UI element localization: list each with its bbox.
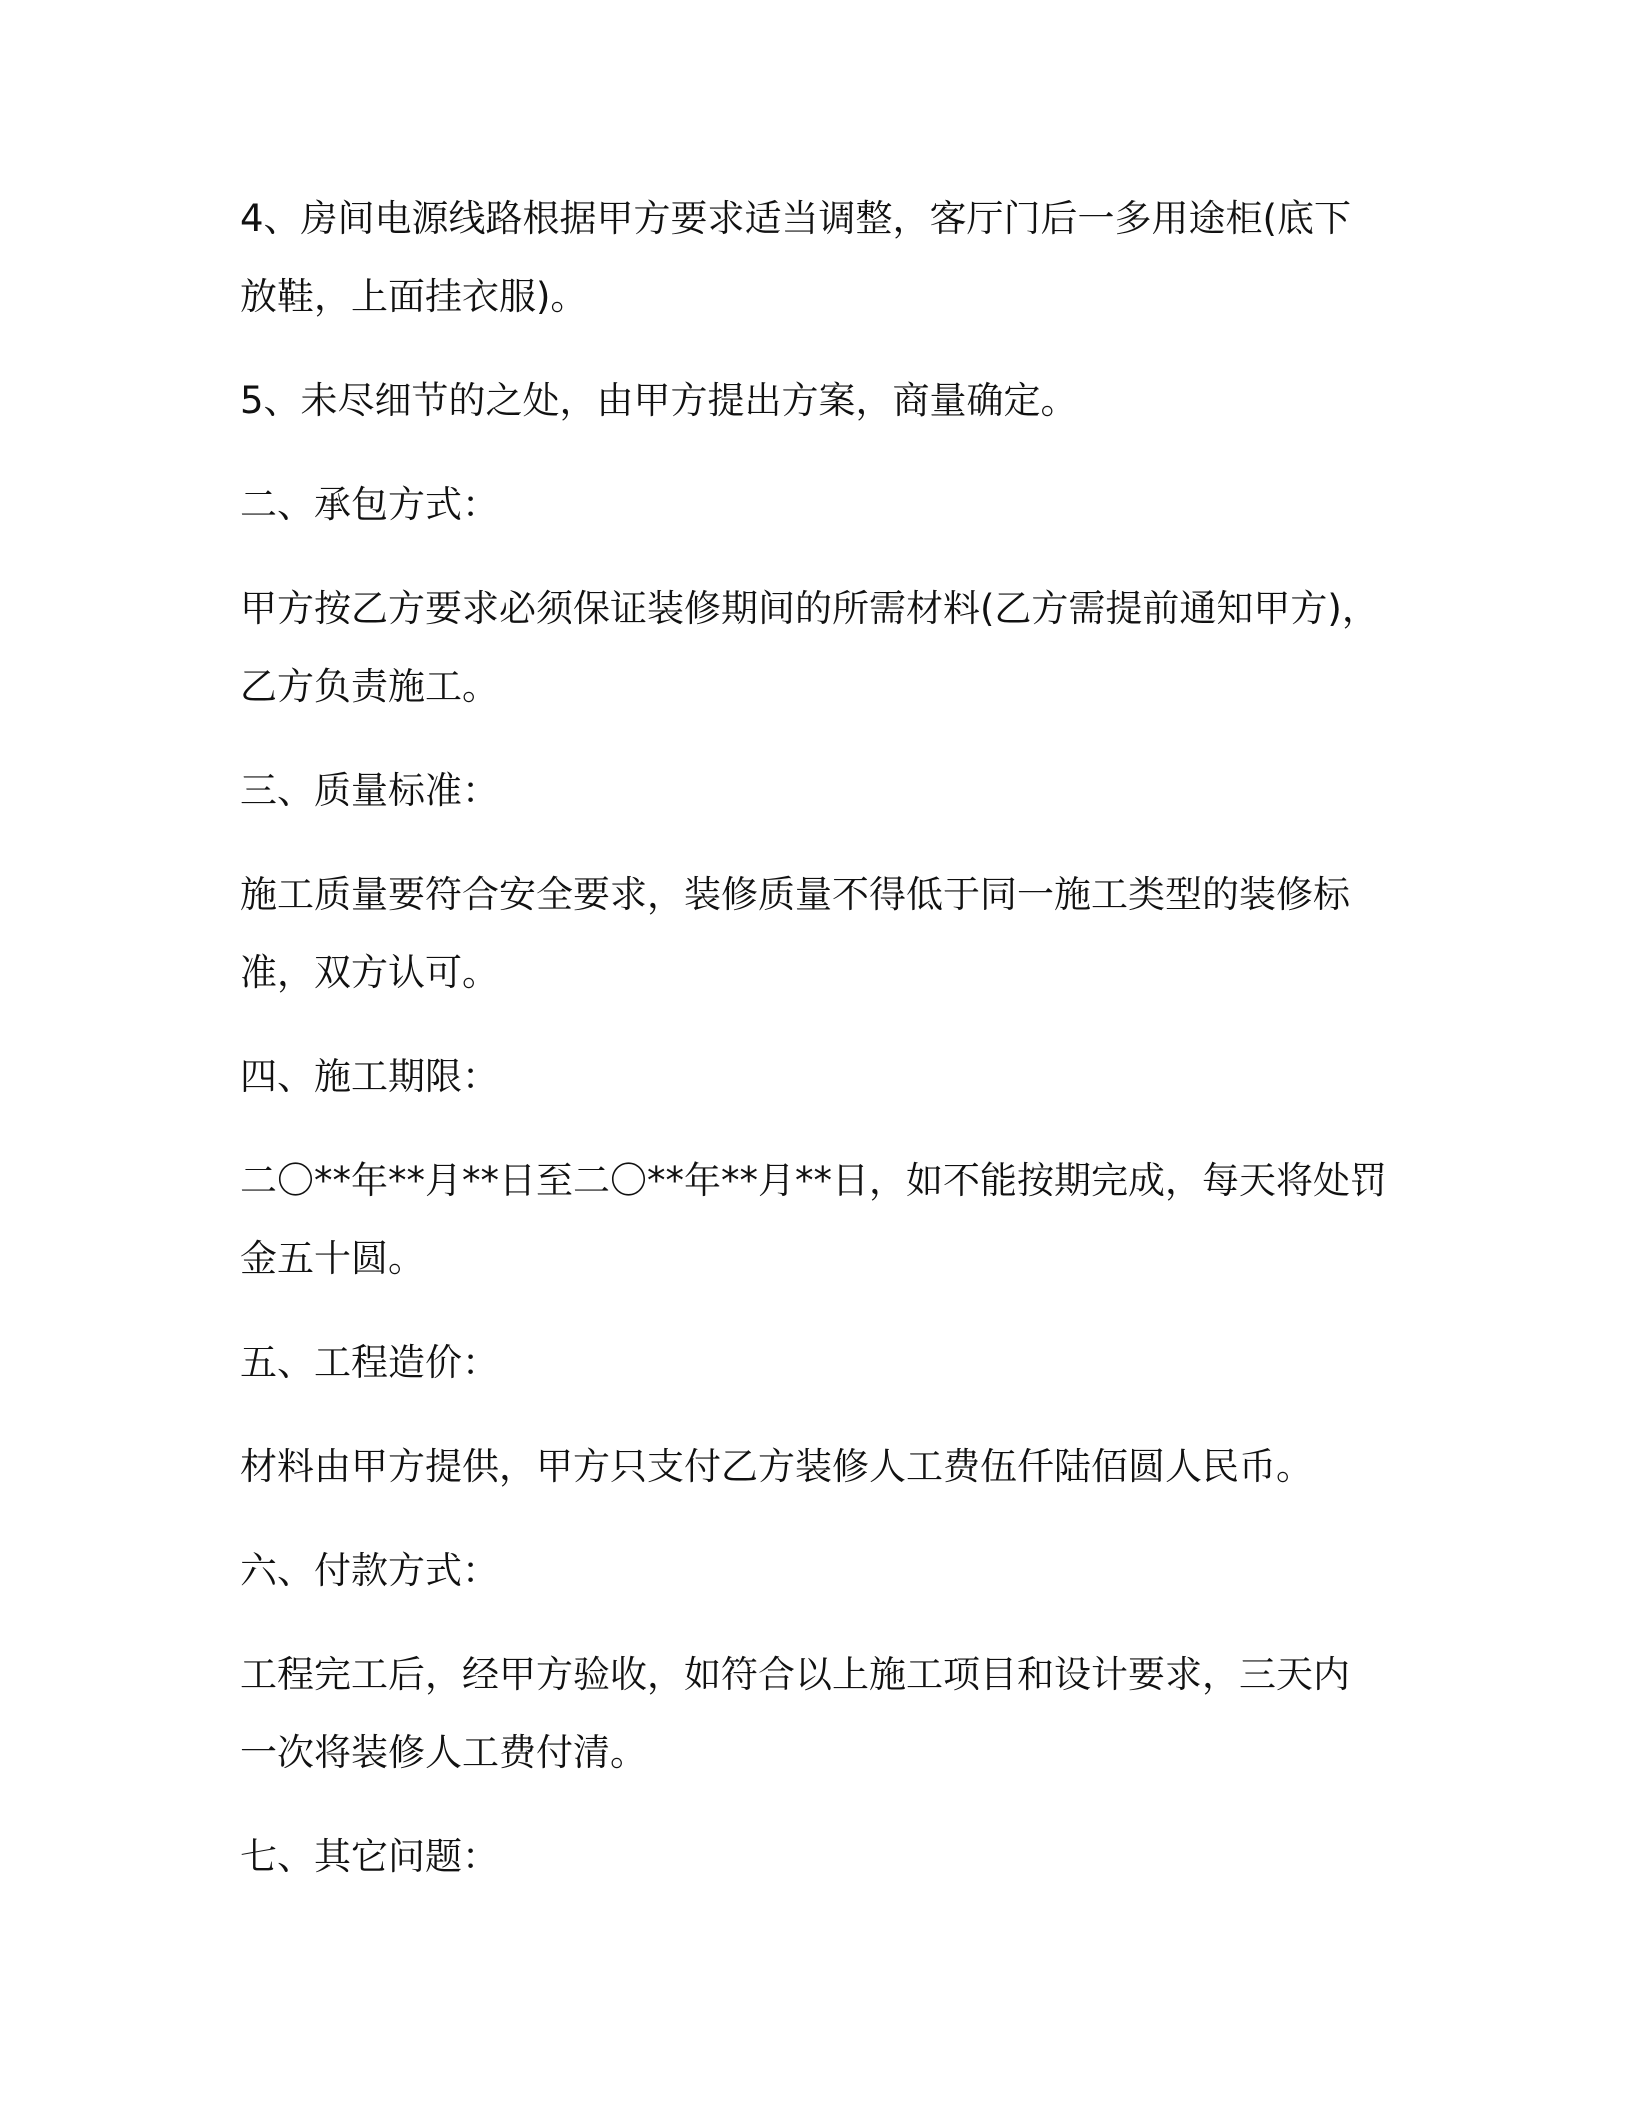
text-line: 施工质量要符合安全要求，装修质量不得低于同一施工类型的装修标 [240,873,1350,916]
section-heading: 二、承包方式： [240,483,499,526]
section-heading: 七、其它问题： [240,1835,499,1878]
text-line: 金五十圆。 [240,1237,425,1280]
text-line: 乙方负责施工。 [240,665,499,708]
text-line: 准，双方认可。 [240,951,499,994]
section-heading: 五、工程造价： [240,1341,499,1384]
section-heading-project-cost [240,1324,1400,1402]
payment-method-paragraph [240,1636,1400,1792]
text-line: 二〇**年**月**日至二〇**年**月**日，如不能按期完成，每天将处罚 [240,1159,1387,1202]
contract-method-paragraph [240,570,1400,726]
section-heading-payment-method [240,1532,1400,1610]
section-heading: 四、施工期限： [240,1055,499,1098]
clause-4-paragraph [240,180,1400,336]
text-line: 工程完工后，经甲方验收，如符合以上施工项目和设计要求，三天内 [240,1653,1350,1696]
project-cost-paragraph [240,1428,1400,1506]
text-line: 甲方按乙方要求必须保证装修期间的所需材料(乙方需提前通知甲方)， [240,587,1379,630]
section-heading: 六、付款方式： [240,1549,499,1592]
text-line: 放鞋，上面挂衣服)。 [240,275,588,318]
clause-5-paragraph [240,362,1400,440]
construction-period-paragraph [240,1142,1400,1298]
section-heading: 三、质量标准： [240,769,499,812]
text-line: 材料由甲方提供，甲方只支付乙方装修人工费伍仟陆佰圆人民币。 [240,1445,1313,1488]
section-heading-contract-method [240,466,1400,544]
quality-standard-paragraph [240,856,1400,1012]
text-line: 5、未尽细节的之处，由甲方提出方案，商量确定。 [240,379,1078,422]
section-heading-other-issues [240,1818,1400,1896]
section-heading-quality-standard [240,752,1400,830]
text-line: 一次将装修人工费付清。 [240,1731,647,1774]
text-line: 4、房间电源线路根据甲方要求适当调整，客厅门后一多用途柜(底下 [240,197,1351,240]
section-heading-construction-period [240,1038,1400,1116]
document-body [240,180,1400,1922]
